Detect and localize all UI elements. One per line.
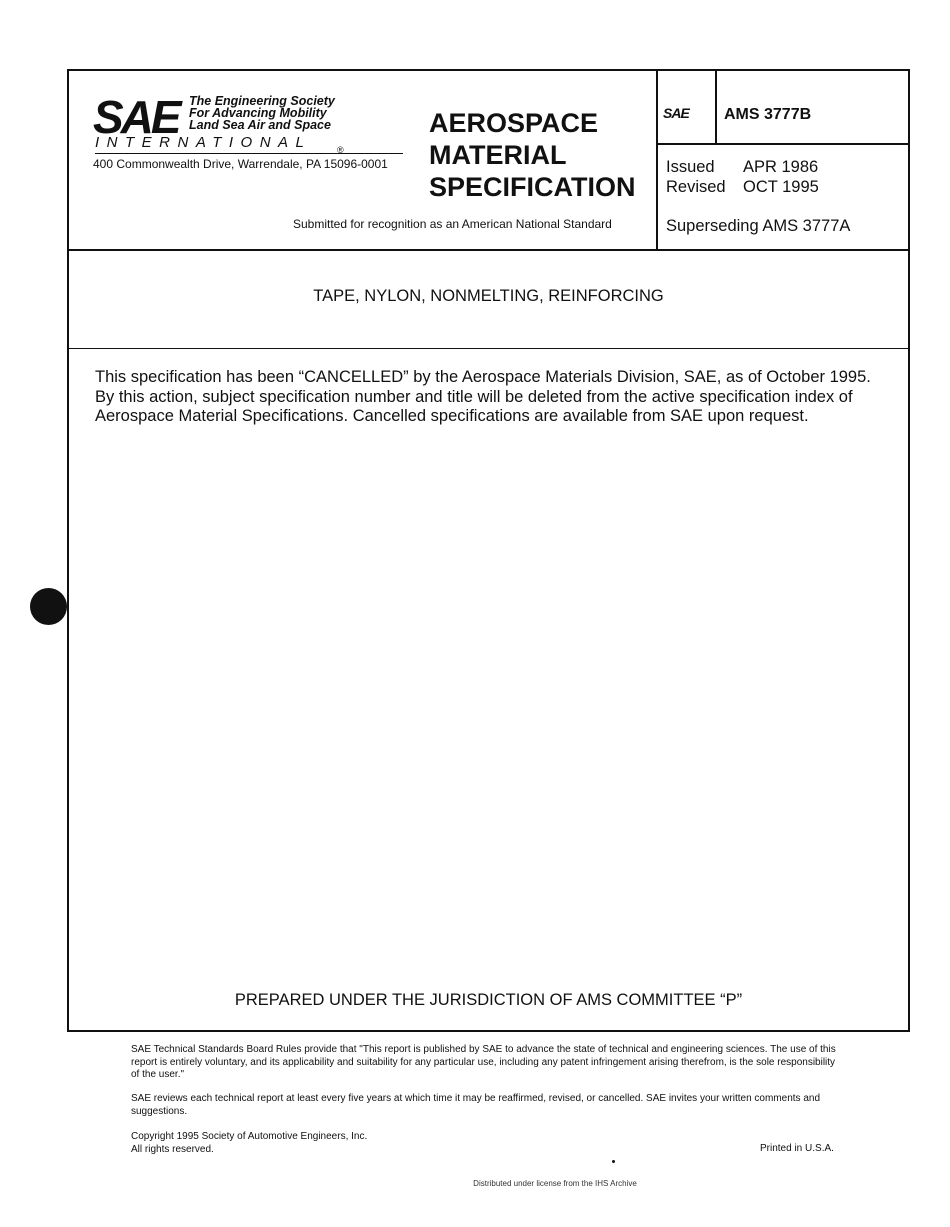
specification-frame bbox=[67, 69, 910, 1032]
logo-rule bbox=[95, 153, 403, 154]
cancellation-notice: This specification has been “CANCELLED” by the Aerospace Materials Division, SAE, as of October 1995. By this action, subject specification number and title will be deleted from the active specification index of Aerospace Material Specifications. Cancelled specifications are available from SAE upon request. bbox=[95, 368, 871, 425]
sae-logo bbox=[93, 91, 179, 143]
footer-copyright bbox=[131, 1131, 846, 1156]
document-title: TAPE, NYLON, NONMELTING, REINFORCING bbox=[313, 287, 664, 305]
tagline-line: Land Sea Air and Space bbox=[189, 118, 331, 132]
international-label: INTERNATIONAL bbox=[95, 134, 312, 151]
prepared-by-note: PREPARED UNDER THE JURISDICTION OF AMS COMMITTEE “P” bbox=[234, 991, 743, 1009]
header-divider bbox=[69, 249, 908, 251]
superseding-note: Superseding AMS 3777A bbox=[666, 217, 851, 235]
revised-date: OCT 1995 bbox=[743, 178, 819, 196]
scan-speck bbox=[612, 1160, 615, 1163]
revised-row bbox=[666, 177, 819, 197]
sae-address: 400 Commonwealth Drive, Warrendale, PA 15096-0001 bbox=[93, 157, 388, 171]
spec-type-line: SPECIFICATION bbox=[429, 172, 636, 202]
punch-hole bbox=[30, 588, 67, 625]
spec-type-title bbox=[429, 107, 636, 203]
tagline-line: The Engineering Society bbox=[189, 94, 335, 108]
header-right-divider bbox=[656, 71, 658, 251]
issued-date: APR 1986 bbox=[743, 158, 819, 176]
sae-logo-text: SAE bbox=[93, 91, 179, 143]
issued-row bbox=[666, 157, 819, 177]
doc-number-divider bbox=[656, 143, 910, 145]
submitted-note: Submitted for recognition as an American National Standard bbox=[293, 217, 612, 231]
sae-small-logo: SAE bbox=[663, 105, 689, 121]
doc-number: AMS 3777B bbox=[724, 106, 812, 123]
spec-type-line: MATERIAL bbox=[429, 140, 567, 170]
tagline-line: For Advancing Mobility bbox=[189, 106, 327, 120]
sae-tagline bbox=[189, 95, 335, 131]
small-logo-divider bbox=[715, 71, 717, 145]
registered-mark: ® bbox=[337, 145, 344, 155]
issued-label: Issued bbox=[666, 158, 715, 176]
revised-label: Revised bbox=[666, 178, 726, 196]
copyright-line: Copyright 1995 Society of Automotive Engineers, Inc. bbox=[131, 1131, 368, 1142]
distribution-note: Distributed under license from the IHS Archive bbox=[473, 1179, 637, 1188]
title-divider bbox=[69, 348, 908, 349]
footer-review: SAE reviews each technical report at least every five years at which time it may be reaffirmed, revised, or cancelled. SAE invites your written comments and suggestions. bbox=[131, 1093, 820, 1117]
printed-in: Printed in U.S.A. bbox=[760, 1143, 834, 1154]
footer-rules: SAE Technical Standards Board Rules provide that "This report is published by SAE to advance the state of technical and engineering sciences. The use of this report is entirely voluntary, and its applicability and suitability for any particular use, including any patent infringement arising therefrom, is the sole responsibility of the user." bbox=[131, 1044, 836, 1080]
rights-line: All rights reserved. bbox=[131, 1143, 214, 1155]
issue-dates bbox=[666, 157, 819, 197]
spec-type-line: AEROSPACE bbox=[429, 108, 599, 138]
